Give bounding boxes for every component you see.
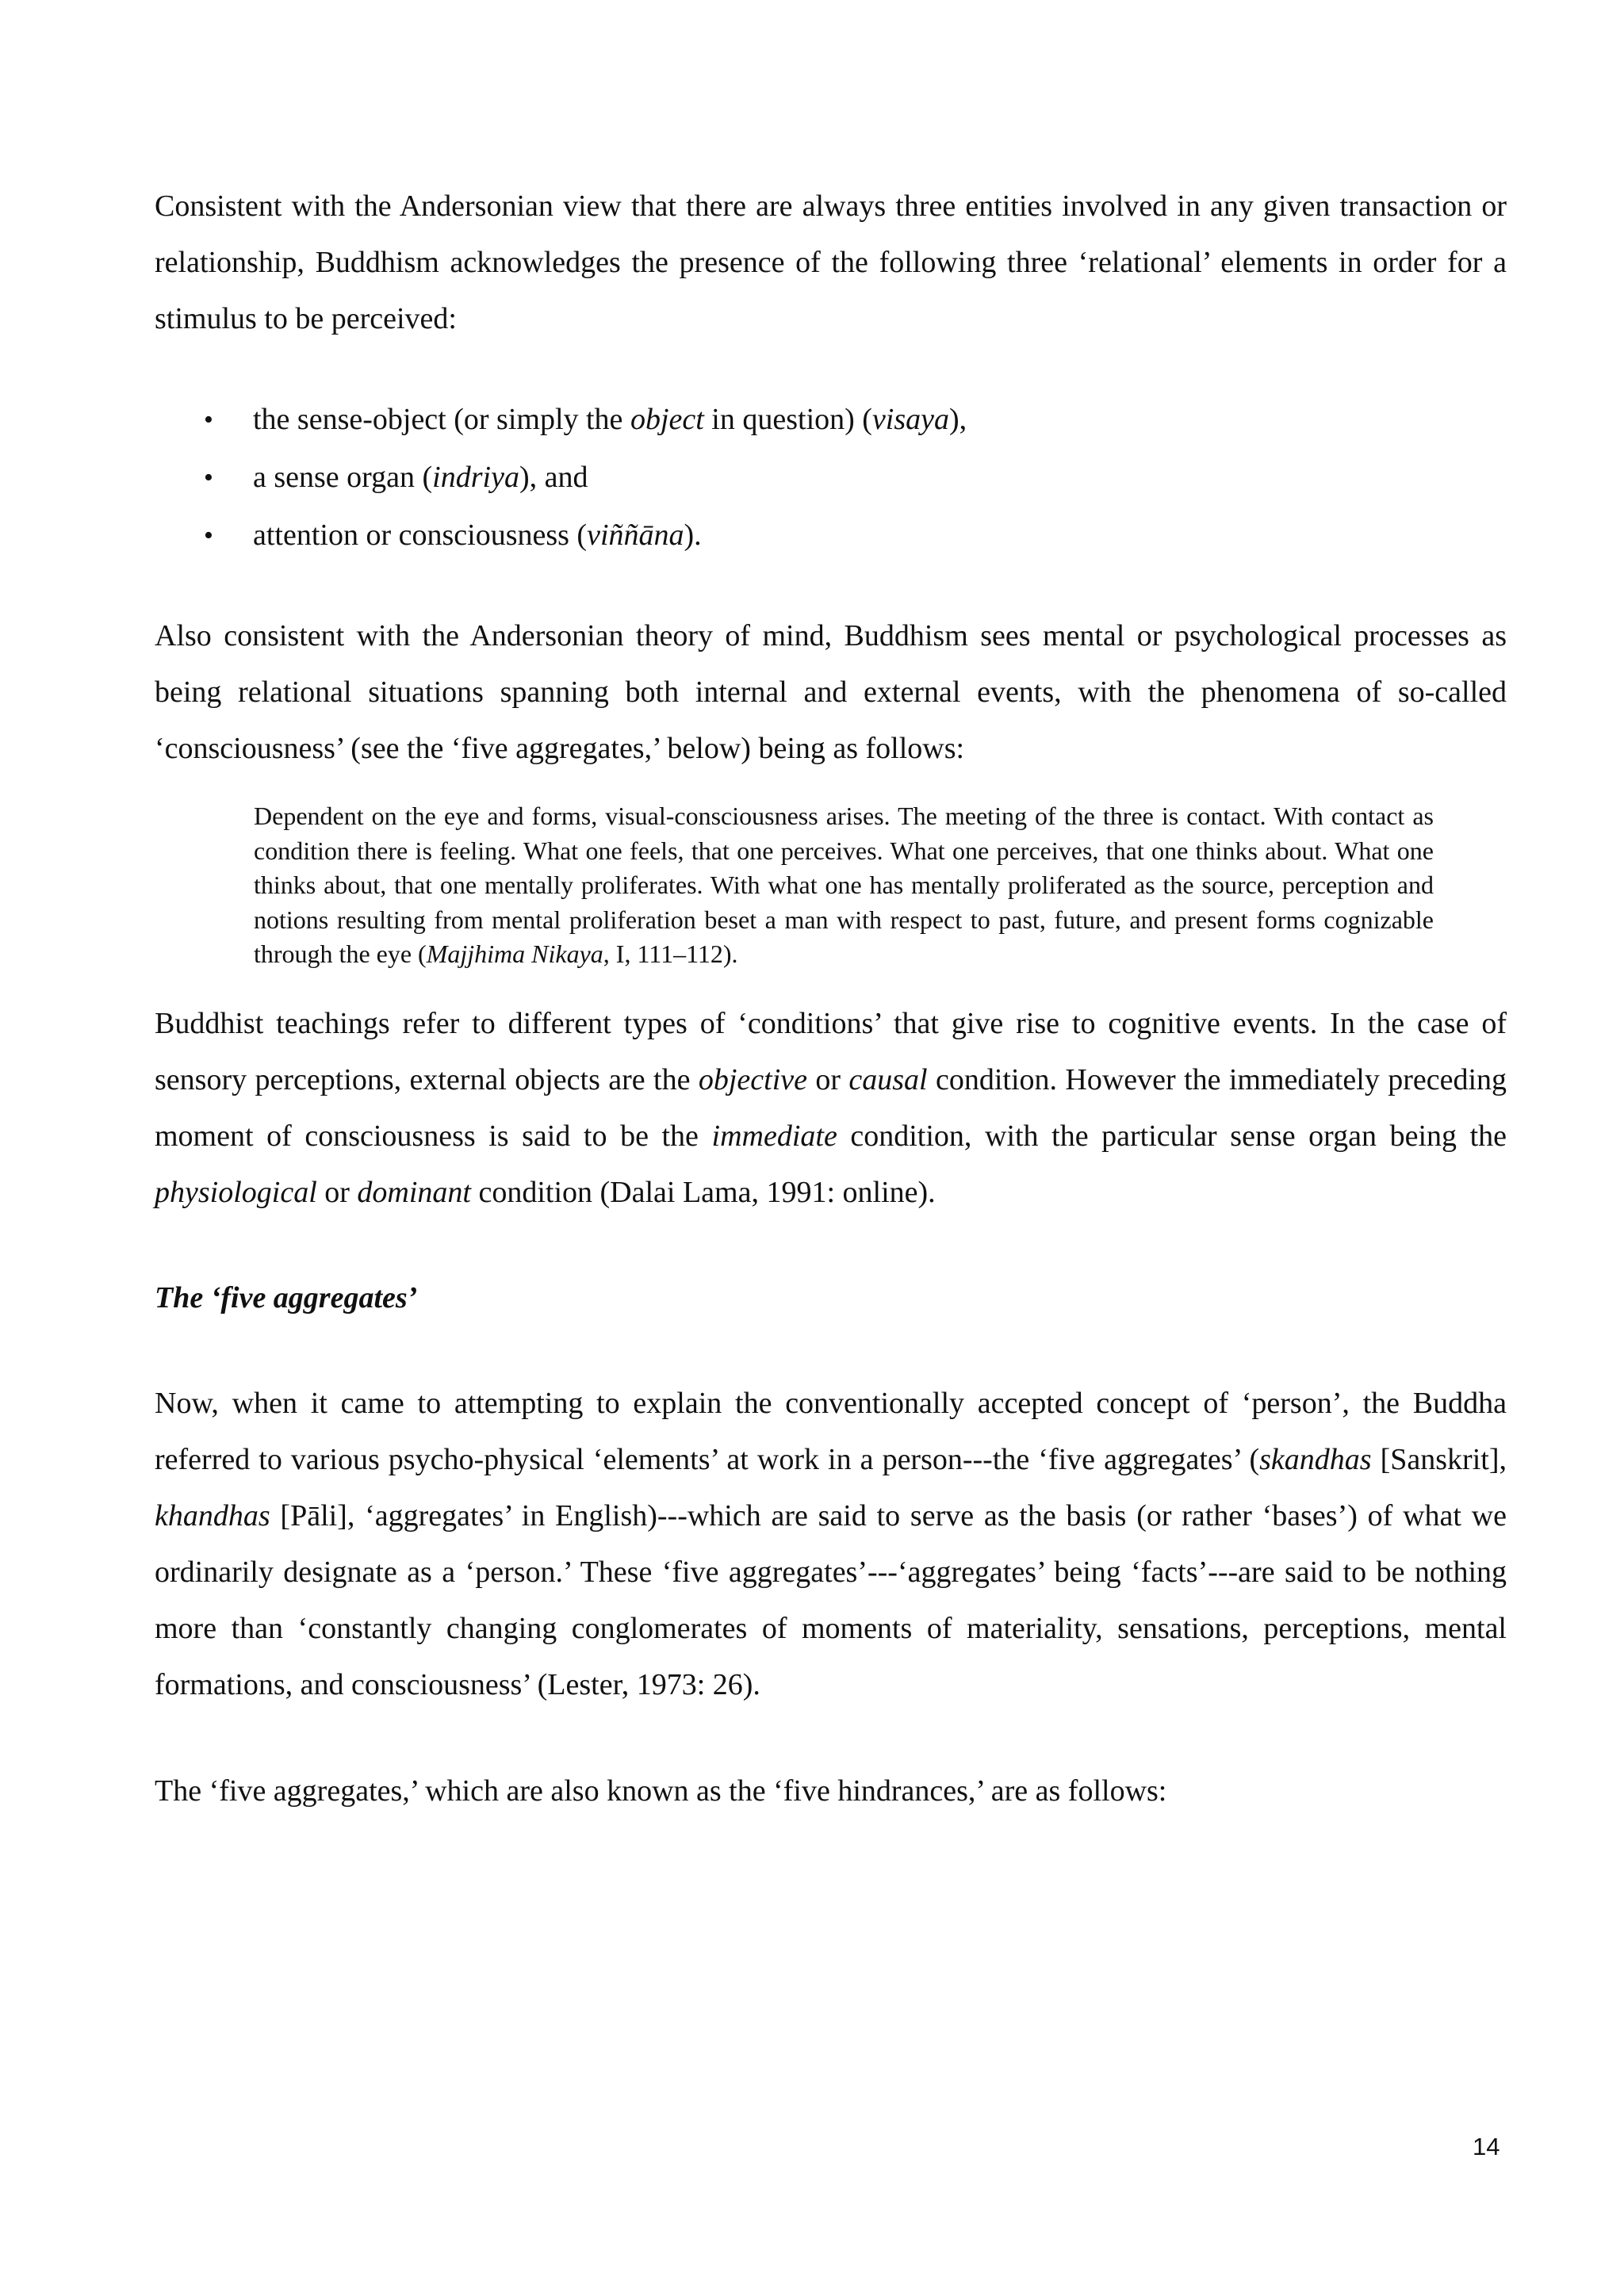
page-number: 14: [1473, 2133, 1500, 2160]
list-item-consciousness: • attention or consciousness (viññāna).: [155, 507, 1507, 564]
bullet-icon: •: [204, 463, 213, 492]
bullet-icon: •: [204, 405, 213, 434]
bullet-icon: •: [204, 521, 213, 550]
list-item-sense-object: • the sense-object (or simply the object in question) (visaya),: [155, 391, 1507, 449]
paragraph-person-concept: Now, when it came to attempting to explain the conventionally accepted concept of ‘person’, the Buddha referred to various psycho-physical ‘elements’ at work in a person---the ‘five aggregates’ (skandhas [Sanskrit], khandhas [Pāli], ‘aggregates’ in English)---which are said to serve as the basis (or rather ‘bases’) of what we ordinarily designate as a ‘person.’ These ‘five aggregates’---‘aggregates’ being ‘facts’---are said to be nothing more than ‘constantly changing conglomerates of moments of materiality, sensations, perceptions, mental formations, and consciousness’ (Lester, 1973: 26).: [155, 1386, 1507, 1701]
relational-elements-list: [155, 391, 1507, 564]
section-heading-five-aggregates: The ‘five aggregates’: [155, 1280, 418, 1314]
document-page: [155, 178, 1507, 1820]
paragraph-theory-of-mind: Also consistent with the Andersonian theory of mind, Buddhism sees mental or psychological processes as being relational situations spanning both internal and external events, with the phenomena of so-called ‘consciousness’ (see the ‘five aggregates,’ below) being as follows:: [155, 619, 1507, 765]
paragraph-conditions: Buddhist teachings refer to different types of ‘conditions’ that give rise to cognitive events. In the case of sensory perceptions, external objects are the objective or causal condition. However the immediately preceding moment of consciousness is said to be the immediate condition, with the particular sense organ being the physiological or dominant condition (Dalai Lama, 1991: online).: [155, 1006, 1507, 1209]
block-quote-majjhima-nikaya: Dependent on the eye and forms, visual-consciousness arises. The meeting of the three is contact. With contact as condition there is feeling. What one feels, that one perceives. What one perceives, that one thinks about. What one thinks about, that one mentally proliferates. With what one has mentally proliferated as the source, perception and notions resulting from mental proliferation beset a man with respect to past, future, and present forms cognizable through the eye (Majjhima Nikaya, I, 111–112).: [254, 802, 1434, 968]
paragraph-andersonian-view: Consistent with the Andersonian view that there are always three entities involved in any given transaction or relationship, Buddhism acknowledges the presence of the following three ‘relational’ elements in order for a stimulus to be perceived:: [155, 189, 1507, 335]
paragraph-five-hindrances: The ‘five aggregates,’ which are also known as the ‘five hindrances,’ are as follows:: [155, 1774, 1167, 1808]
list-item-sense-organ: • a sense organ (indriya), and: [155, 449, 1507, 507]
